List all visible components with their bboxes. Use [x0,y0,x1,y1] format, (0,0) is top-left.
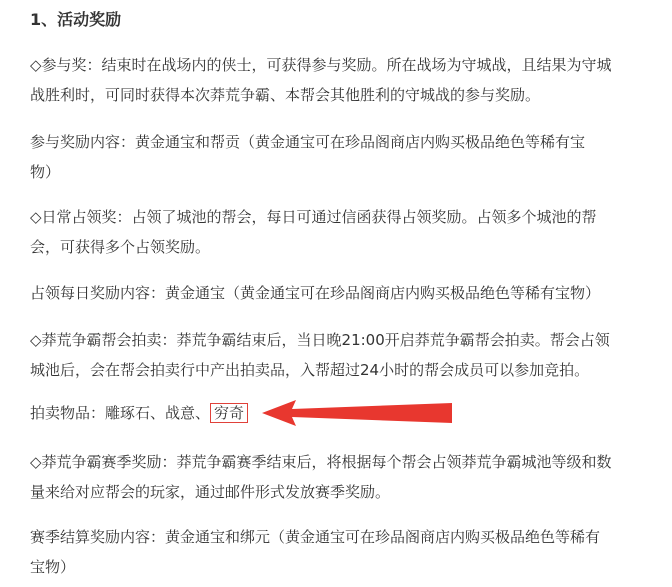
paragraph-season-reward [30,447,650,507]
paragraph-participation-content [30,127,650,187]
text-line: 赛季结算奖励内容：黄金通宝和绑元（黄金通宝可在珍品阁商店内购买极品绝色等稀有 [30,528,601,546]
paragraph-season-settlement-content [30,522,650,582]
paragraph-auction-items [30,398,650,428]
text-line: ◇参与奖：结束时在战场内的侠士，可获得参与奖励。所在战场为守城战，且结果为守城 [30,56,612,74]
text-line: ◇日常占领奖：占领了城池的帮会，每日可通过信函获得占领奖励。占领多个城池的帮 [30,208,597,226]
highlighted-item: 穷奇 [210,403,248,423]
text-line: 宝物） [30,558,76,576]
text-line: 量来给对应帮会的玩家，通过邮件形式发放赛季奖励。 [30,483,391,501]
text-line: 物） [30,163,61,181]
text-line: 会，可获得多个占领奖励。 [30,238,211,256]
text-line: 城池后，会在帮会拍卖行中产出拍卖品，入帮超过24小时的帮会成员可以参加竞拍。 [30,361,590,379]
text-line: ◇莽荒争霸赛季奖励：莽荒争霸赛季结束后，将根据每个帮会占领莽荒争霸城池等级和数 [30,453,612,471]
section-title: 1、活动奖励 [30,10,122,29]
text-line: 占领每日奖励内容：黄金通宝（黄金通宝可在珍品阁商店内购买极品绝色等稀有宝物） [30,284,601,302]
text-line: ◇莽荒争霸帮会拍卖：莽荒争霸结束后，当日晚21:00开启莽荒争霸帮会拍卖。帮会占领 [30,331,610,349]
text-line: 战胜利时，可同时获得本次莽荒争霸、本帮会其他胜利的守城战的参与奖励。 [30,86,541,104]
paragraph-daily-occupation-content [30,278,650,308]
text-line: 参与奖励内容：黄金通宝和帮贡（黄金通宝可在珍品阁商店内购买极品绝色等稀有宝 [30,133,586,151]
text-line [30,398,650,428]
auction-items-prefix: 拍卖物品：雕琢石、战意、 [30,404,211,422]
paragraph-daily-occupation-reward [30,202,650,262]
paragraph-guild-auction [30,325,650,385]
paragraph-participation-reward [30,50,650,110]
